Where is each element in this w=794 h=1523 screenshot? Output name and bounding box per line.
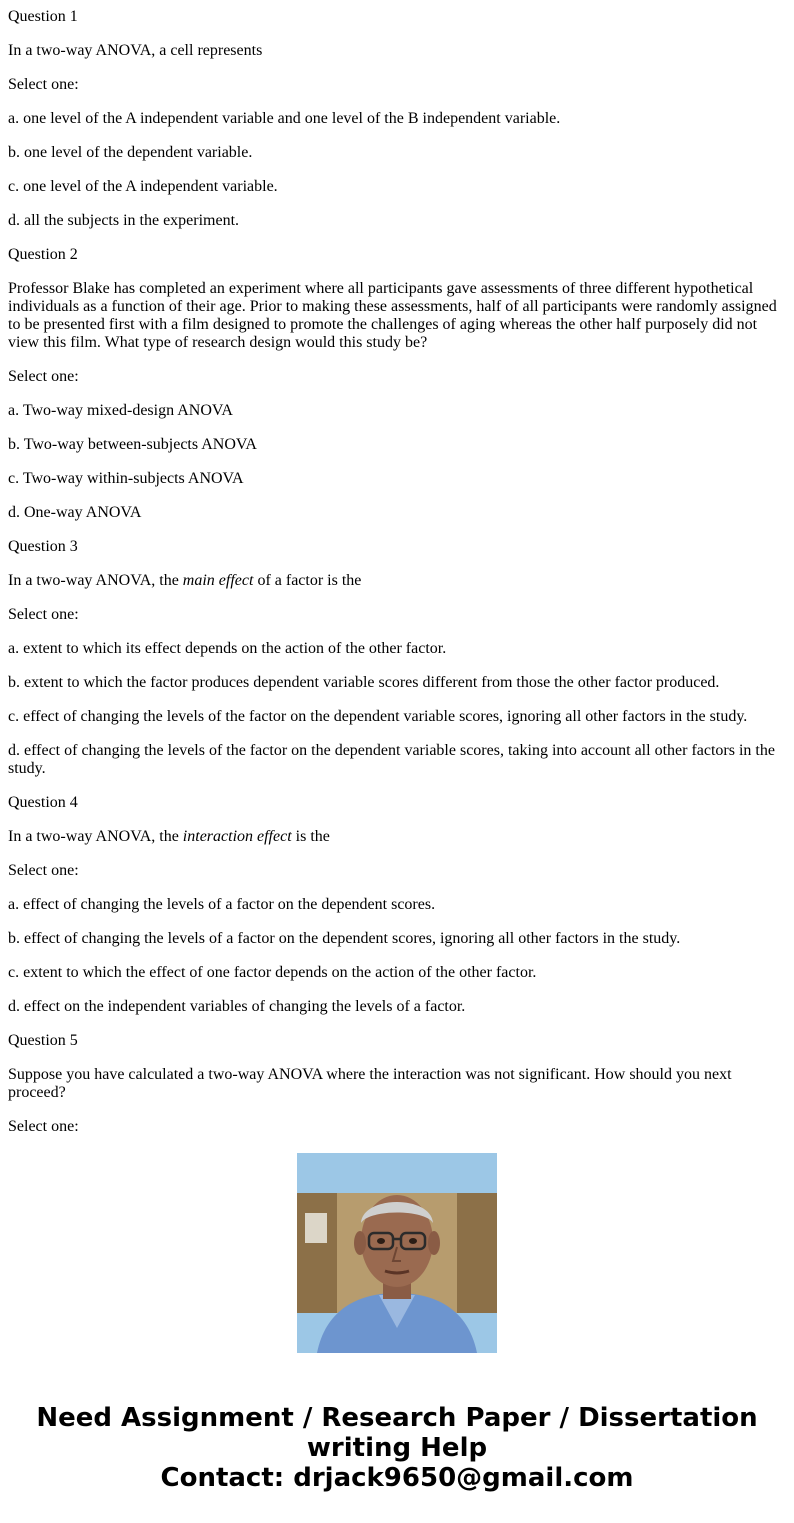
answer-option[interactable]: c. Two-way within-subjects ANOVA [8,470,244,487]
question-title: Question 2 [8,246,78,263]
answer-option[interactable]: a. Two-way mixed-design ANOVA [8,402,233,419]
select-one-label: Select one: [8,862,79,879]
answer-option[interactable]: b. one level of the dependent variable. [8,144,253,161]
select-one-label: Select one: [8,76,79,93]
answer-option[interactable]: b. extent to which the factor produces dependent variable scores different from those the other factor produced. [8,674,720,691]
promo-banner [0,1403,794,1493]
question-list [8,0,786,1135]
promo-line: Need Assignment / Research Paper / Dissertation [36,1403,758,1433]
answer-option[interactable]: c. effect of changing the levels of the factor on the dependent variable scores, ignoring all other factors in the study. [8,708,748,725]
question-title: Question 3 [8,538,78,555]
answer-option[interactable]: a. one level of the A independent variable and one level of the B independent variable. [8,110,561,127]
promo-contact: Contact: drjack9650@gmail.com [160,1463,634,1493]
select-one-label: Select one: [8,368,79,385]
question-title: Question 1 [8,8,78,25]
question-stem: Professor Blake has completed an experiment where all participants gave assessments of three different hypothetical individuals as a function of their age. Prior to making these assessments, half of all participants were randomly assigned to be presented first with a film designed to promote the challenges of aging whereas the other half purposely did not view this film. What type of research design would this study be? [8,280,777,351]
answer-option[interactable]: c. extent to which the effect of one factor depends on the action of the other factor. [8,964,537,981]
answer-option[interactable]: b. effect of changing the levels of a factor on the dependent scores, ignoring all other factors in the study. [8,930,681,947]
answer-option[interactable]: a. extent to which its effect depends on the action of the other factor. [8,640,447,657]
question-title: Question 5 [8,1032,78,1049]
promo-line: writing Help [306,1433,488,1463]
answer-option[interactable]: c. one level of the A independent variable. [8,178,278,195]
question-stem: In a two-way ANOVA, the main effect of a factor is the [8,572,362,589]
answer-option[interactable]: d. effect on the independent variables of changing the levels of a factor. [8,998,466,1015]
author-avatar [297,1153,497,1353]
question-stem: Suppose you have calculated a two-way ANOVA where the interaction was not significant. How should you next proceed? [8,1066,732,1101]
question-title: Question 4 [8,794,78,811]
select-one-label: Select one: [8,1118,79,1135]
question-stem: In a two-way ANOVA, a cell represents [8,42,263,59]
avatar-portrait [297,1153,497,1353]
question-stem: In a two-way ANOVA, the interaction effect is the [8,828,330,845]
select-one-label: Select one: [8,606,79,623]
answer-option[interactable]: d. effect of changing the levels of the factor on the dependent variable scores, taking into account all other factors in the study. [8,742,775,777]
answer-option[interactable]: d. One-way ANOVA [8,504,142,521]
answer-option[interactable]: a. effect of changing the levels of a factor on the dependent scores. [8,896,436,913]
answer-option[interactable]: d. all the subjects in the experiment. [8,212,240,229]
answer-option[interactable]: b. Two-way between-subjects ANOVA [8,436,257,453]
